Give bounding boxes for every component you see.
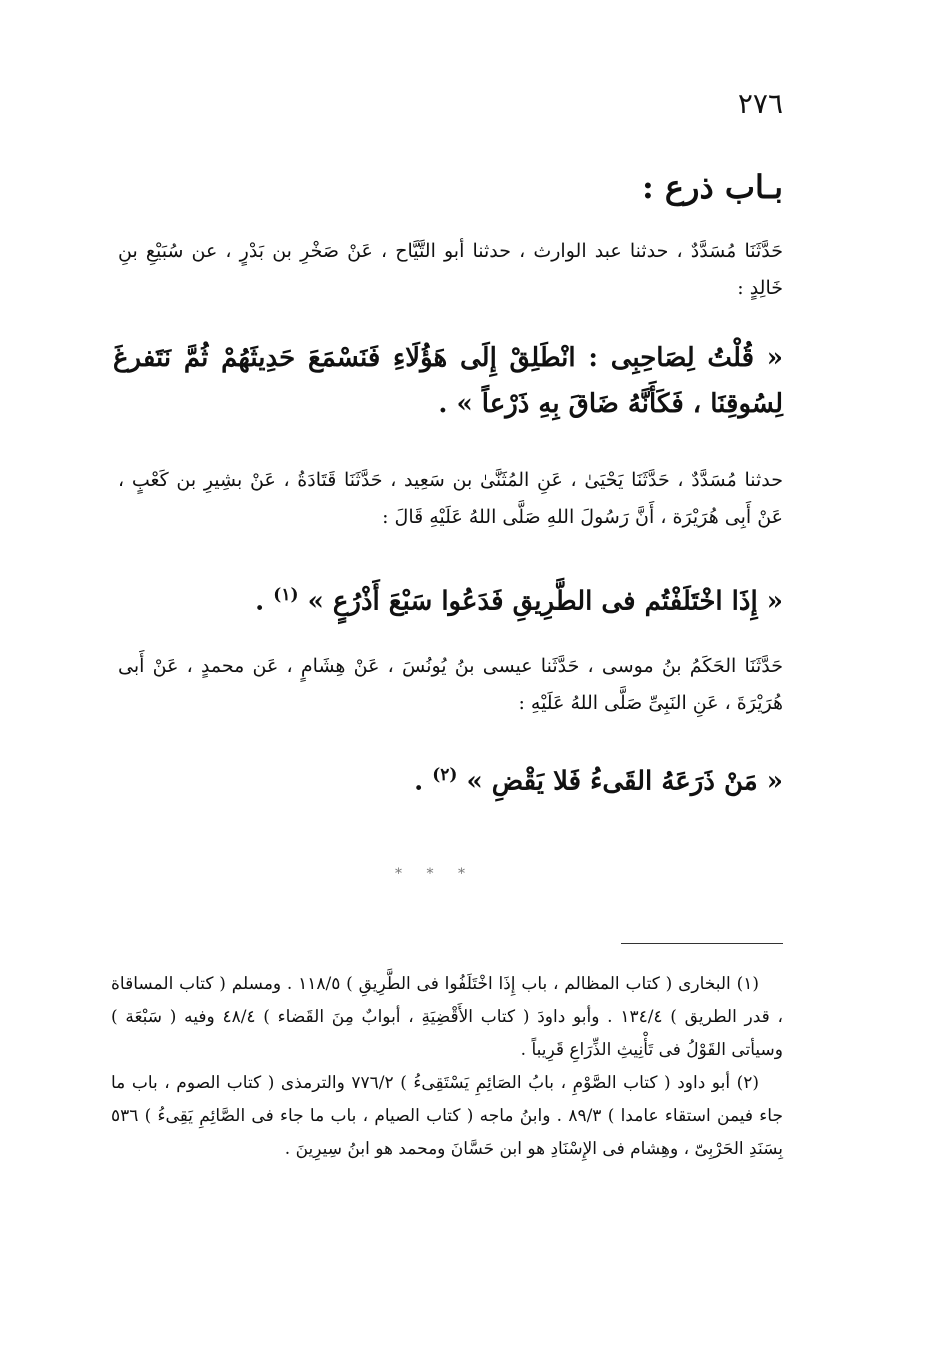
footnote-2: (٢) أبو داود ( كتاب الصَّوْمِ ، بابُ الصَائِمِ يَسْتَقِىءُ ) ٧٧٦/٢ والترمذى ( كتاب الصوم ، باب ما جاء فيمن استقاء عامدا ) ٨٩/٣ . وابنُ ماجه ( كتاب الصيام ، باب ما جاء فى الصَّائِمِ يَقِىءُ ) ٥٣٦ بِسَنَدِ الحَرْبِىّ ، وهِشام فى الإِسْنَادِ هو ابن حَسَّانَ ومحمد هو ابنُ سِيرِينَ .: [111, 1073, 783, 1159]
hadith-3-matn: « مَنْ ذَرَعَهُ القَىءُ فَلا يَقْضِ »: [466, 766, 783, 797]
hadith-2-isnad: حدثنا مُسَدَّدٌ ، حَدَّثَنَا يَحْيَىٰ ، عَنِ المُثَنَّىٰ بن سَعِيد ، حَدَّثَنَا قَتَادَةُ ، عَنْ بشِيرِ بن كَعْبٍ ، عَنْ أَبِى هُرَيْرَة ، أَنَّ رَسُولَ اللهِ صَلَّى اللهُ عَلَيْهِ قَالَ :: [118, 469, 783, 528]
page-number: ٢٧٦: [737, 87, 783, 120]
hadith-1-isnad: حَدَّثَنَا مُسَدَّدٌ ، حدثنا عبد الوارث ، حدثنا أبو التَّيَّاح ، عَنْ صَخْرِ بن بَدْرٍ ، عن سُبَيْعِ بنِ خَالِدٍ :: [118, 240, 783, 299]
hadith-3-isnad: حَدَّثَنَا الحَكَمُ بنُ موسى ، حَدَّثَنا عيسى بنُ يُونُسَ ، عَنْ هِشَامٍ ، عَن محمدٍ ، عَنْ أَبى هُرَيْرَةَ ، عَنِ النَبِىِّ صَلَّى اللهُ عَلَيْهِ :: [118, 655, 783, 714]
hadith-2-matn-line: [113, 572, 783, 625]
hadith-1-matn: « قُلْتُ لِصَاحِبِى : انْطَلِقْ إِلَى هَؤُلَاءِ فَنَسْمَعَ حَدِيثَهُمْ ثُمَّ نَتَفرغَ لِسُوقِنَا ، فَكَأَنَّهُ ضَاقَ بِهِ ذَرْعاً » .: [113, 343, 783, 419]
hadith-2-matn: « إِذَا اخْتَلَفْتُم فى الطَّرِيقِ فَدَعُوا سَبْعَ أَذْرُعٍ »: [307, 586, 783, 617]
footnote-divider: [621, 943, 783, 944]
footnote-ref-1[interactable]: (١): [273, 585, 299, 605]
footnote-ref-2[interactable]: (٢): [432, 765, 458, 785]
hadith-3-end: .: [414, 766, 433, 797]
hadith-3-matn-line: [113, 752, 783, 805]
footnote-1: (١) البخارى ( كتاب المظالم ، باب إِذَا اخْتَلَفُوا فى الطَّرِيقِ ) ١١٨/٥ . ومسلم ( كتاب المساقاة ، قدر الطريق ) ١٣٤/٤ . وأبو داودَ ( كتاب الأَقْضِيَةِ ، أبوابٌ مِنَ القَضاء ) ٤٨/٤ وفيه ( سَبْعَة ) وسيأتى القَوْلُ فى تَأْنِيثِ الذِّرَاعِ قَرِيباً .: [111, 974, 783, 1060]
chapter-title: بـاب ذرع :: [641, 168, 783, 206]
footnotes: [111, 968, 783, 1166]
hadith-2-end: .: [255, 586, 274, 617]
section-separator: * * *: [395, 866, 475, 882]
